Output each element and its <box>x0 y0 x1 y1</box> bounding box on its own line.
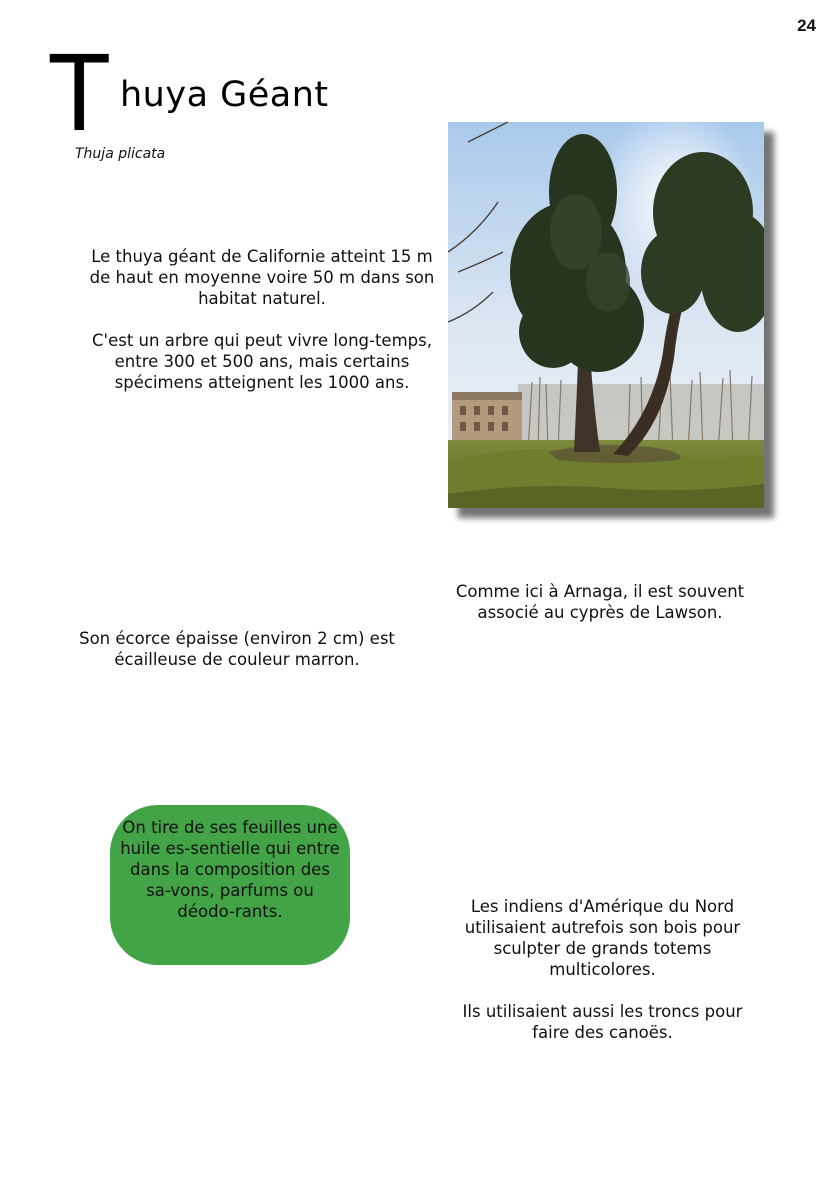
tree-photo <box>448 122 764 508</box>
intro-paragraph-lifespan: C'est un arbre qui peut vivre long-temps, entre 300 et 500 ans, mais certains spécimens atteignent les 1000 ans. <box>92 331 432 392</box>
title-text: huya Géant <box>120 75 329 115</box>
arnaga-text: Comme ici à Arnaga, il est souvent associé au cyprès de Lawson. <box>455 582 745 622</box>
intro-section <box>82 246 442 393</box>
canoes-paragraph: Ils utilisaient aussi les troncs pour faire des canoës. <box>462 1002 743 1042</box>
essential-oil-text: On tire de ses feuilles une huile es-sentielle qui entre dans la composition des sa-vons, parfums ou déodo-rants. <box>120 818 340 921</box>
bark-text: Son écorce épaisse (environ 2 cm) est écailleuse de couleur marron. <box>79 629 395 669</box>
essential-oil-box <box>110 805 350 965</box>
latin-name: Thuja plicata <box>75 146 166 162</box>
page-number: 24 <box>797 16 816 35</box>
title-initial-letter: T <box>50 33 109 155</box>
native-americans-section <box>445 896 760 1043</box>
arnaga-caption <box>440 581 760 623</box>
totems-paragraph: Les indiens d'Amérique du Nord utilisaient autrefois son bois pour sculpter de grands totems multicolores. <box>464 897 741 979</box>
intro-paragraph-height: Le thuya géant de Californie atteint 15 m de haut en moyenne voire 50 m dans son habitat naturel. <box>89 247 435 308</box>
essential-oil-content <box>110 805 350 922</box>
bark-section <box>62 628 412 670</box>
